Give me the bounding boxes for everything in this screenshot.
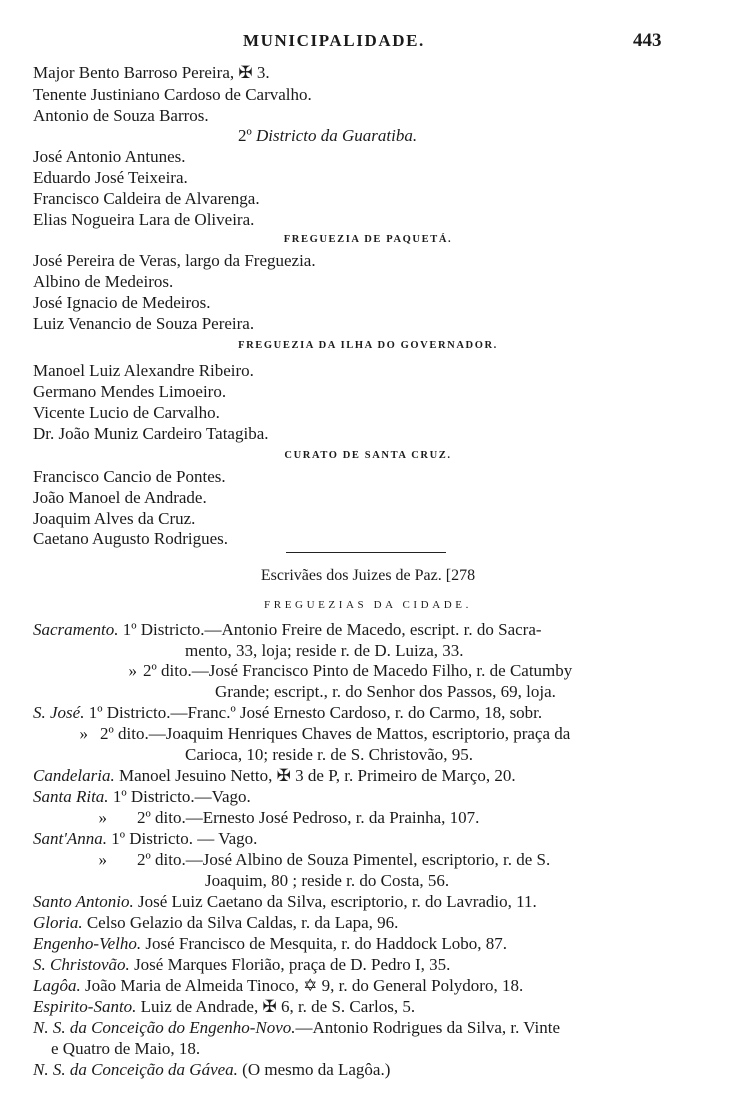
table-row [33,619,655,662]
ditto-mark: » [79,724,88,743]
section-subtitle-freguezias: FREGUEZIAS DA CIDADE. [264,599,472,611]
list-item: Francisco Caldeira de Alvarenga. [33,189,260,208]
heading-number: 2º [238,126,252,145]
entry-text: (O mesmo da Lagôa.) [242,1060,391,1079]
list-item: José Ignacio de Medeiros. [33,293,211,312]
list-item: Major Bento Barroso Pereira, ✠ 3. [33,63,270,82]
table-row [33,975,655,996]
list-item: Francisco Cancio de Pontes. [33,467,226,486]
table-row [33,702,655,723]
table-row [33,849,655,892]
table-row [33,891,655,912]
list-item: João Manoel de Andrade. [33,488,207,507]
parish-label: N. S. da Conceição do Engenho-Novo. [33,1018,296,1037]
list-item: Eduardo José Teixeira. [33,168,188,187]
parish-label: Sant'Anna. [33,829,107,848]
entry-text: José Marques Florião, praça de D. Pedro I, 35. [134,955,451,974]
reference-number: [278 [445,567,476,584]
table-row [33,1017,655,1060]
parish-label: Santo Antonio. [33,892,134,911]
table-row [33,912,655,933]
entry-text: —Antonio Rodrigues da Silva, r. Vinte [295,1018,561,1037]
entry-continuation: mento, 33, loja; reside r. de D. Luiza, 33. [185,641,464,661]
section-title-escrivaes [0,565,736,586]
entry-text: 1º Districto.—Antonio Freire de Macedo, escript. r. do Sacra- [122,620,542,639]
list-item: Germano Mendes Limoeiro. [33,382,227,401]
table-row [33,786,655,807]
page-header [0,30,736,54]
parish-label: N. S. da Conceição da Gávea. [33,1060,238,1079]
entry-text: Luiz de Andrade, ✠ 6, r. de S. Carlos, 5. [140,997,416,1016]
entry-text: 1º Districto.—Franc.º José Ernesto Cardoso, r. do Carmo, 18, sobr. [88,703,543,722]
section-heading-guaratiba [238,125,417,146]
list-item: Tenente Justiniano Cardoso de Carvalho. [33,85,312,104]
table-row [33,954,655,975]
entry-text: José Francisco de Mesquita, r. do Haddock Lobo, 87. [145,934,508,953]
entry-text: 1º Districto. — Vago. [111,829,258,848]
entry-text: José Luiz Caetano da Silva, escriptorio, r. do Lavradio, 11. [138,892,537,911]
table-row [33,807,655,828]
list-item: Caetano Augusto Rodrigues. [33,529,229,548]
entry-continuation: Grande; escript., r. do Senhor dos Passos, 69, loja. [215,682,556,702]
ditto-mark: » [128,661,137,680]
list-item: Manoel Luiz Alexandre Ribeiro. [33,361,254,380]
entry-text: Celso Gelazio da Silva Caldas, r. da Lapa, 96. [86,913,399,932]
entry-text: 2º dito.—Ernesto José Pedroso, r. da Prainha, 107. [137,808,480,827]
table-row [33,933,655,954]
ditto-mark: » [98,808,107,827]
page-number: 443 [633,30,662,51]
table-row [33,996,655,1017]
heading-text: Districto da Guaratiba. [256,126,418,145]
entry-text: 2º dito.—José Francisco Pinto de Macedo Filho, r. de Catumby [143,661,573,680]
list-item: José Pereira de Veras, largo da Freguezia. [33,251,316,270]
section-heading-governador: FREGUEZIA DA ILHA DO GOVERNADOR. [238,340,498,351]
table-row [33,765,655,786]
section-heading-santa-cruz: CURATO DE SANTA CRUZ. [284,450,452,461]
entry-text: Manoel Jesuino Netto, ✠ 3 de P, r. Primeiro de Março, 20. [118,766,516,785]
parish-label: S. José. [33,703,85,722]
entry-continuation: Carioca, 10; reside r. de S. Christovão, 95. [185,745,474,765]
entry-text: 1º Districto.—Vago. [112,787,251,806]
entry-text: João Maria de Almeida Tinoco, ✡ 9, r. do General Polydoro, 18. [84,976,524,995]
parish-label: Lagôa. [33,976,81,995]
title-text: Escrivães dos Juizes de Paz. [260,567,442,584]
parish-label: Candelaria. [33,766,115,785]
table-row [33,828,655,849]
list-item: Dr. João Muniz Cardeiro Tatagiba. [33,424,269,443]
table-row [33,723,655,766]
table-row [33,1059,655,1080]
entry-text: 2º dito.—Joaquim Henriques Chaves de Mattos, escriptorio, praça da [100,724,571,743]
entry-continuation: Joaquim, 80 ; reside r. do Costa, 56. [205,871,450,891]
list-item: Joaquim Alves da Cruz. [33,509,196,528]
parish-label: Gloria. [33,913,83,932]
list-item: Vicente Lucio de Carvalho. [33,403,220,422]
section-heading-paqueta: FREGUEZIA DE PAQUETÁ. [283,234,453,245]
parish-label: Espirito-Santo. [33,997,137,1016]
parish-label: Sacramento. [33,620,119,639]
list-item: Antonio de Souza Barros. [33,106,209,125]
list-item: Albino de Medeiros. [33,272,174,291]
parish-label: Santa Rita. [33,787,109,806]
running-title: MUNICIPALIDADE. [243,31,425,50]
entry-continuation: e Quatro de Maio, 18. [51,1039,201,1059]
entry-text: 2º dito.—José Albino de Souza Pimentel, escriptorio, r. de S. [137,850,551,869]
parish-label: S. Christovão. [33,955,130,974]
list-item: Luiz Venancio de Souza Pereira. [33,314,255,333]
parish-label: Engenho-Velho. [33,934,142,953]
section-divider [286,552,446,553]
list-item: José Antonio Antunes. [33,147,186,166]
list-item: Elias Nogueira Lara de Oliveira. [33,210,255,229]
table-row [33,660,655,703]
ditto-mark: » [98,850,107,869]
